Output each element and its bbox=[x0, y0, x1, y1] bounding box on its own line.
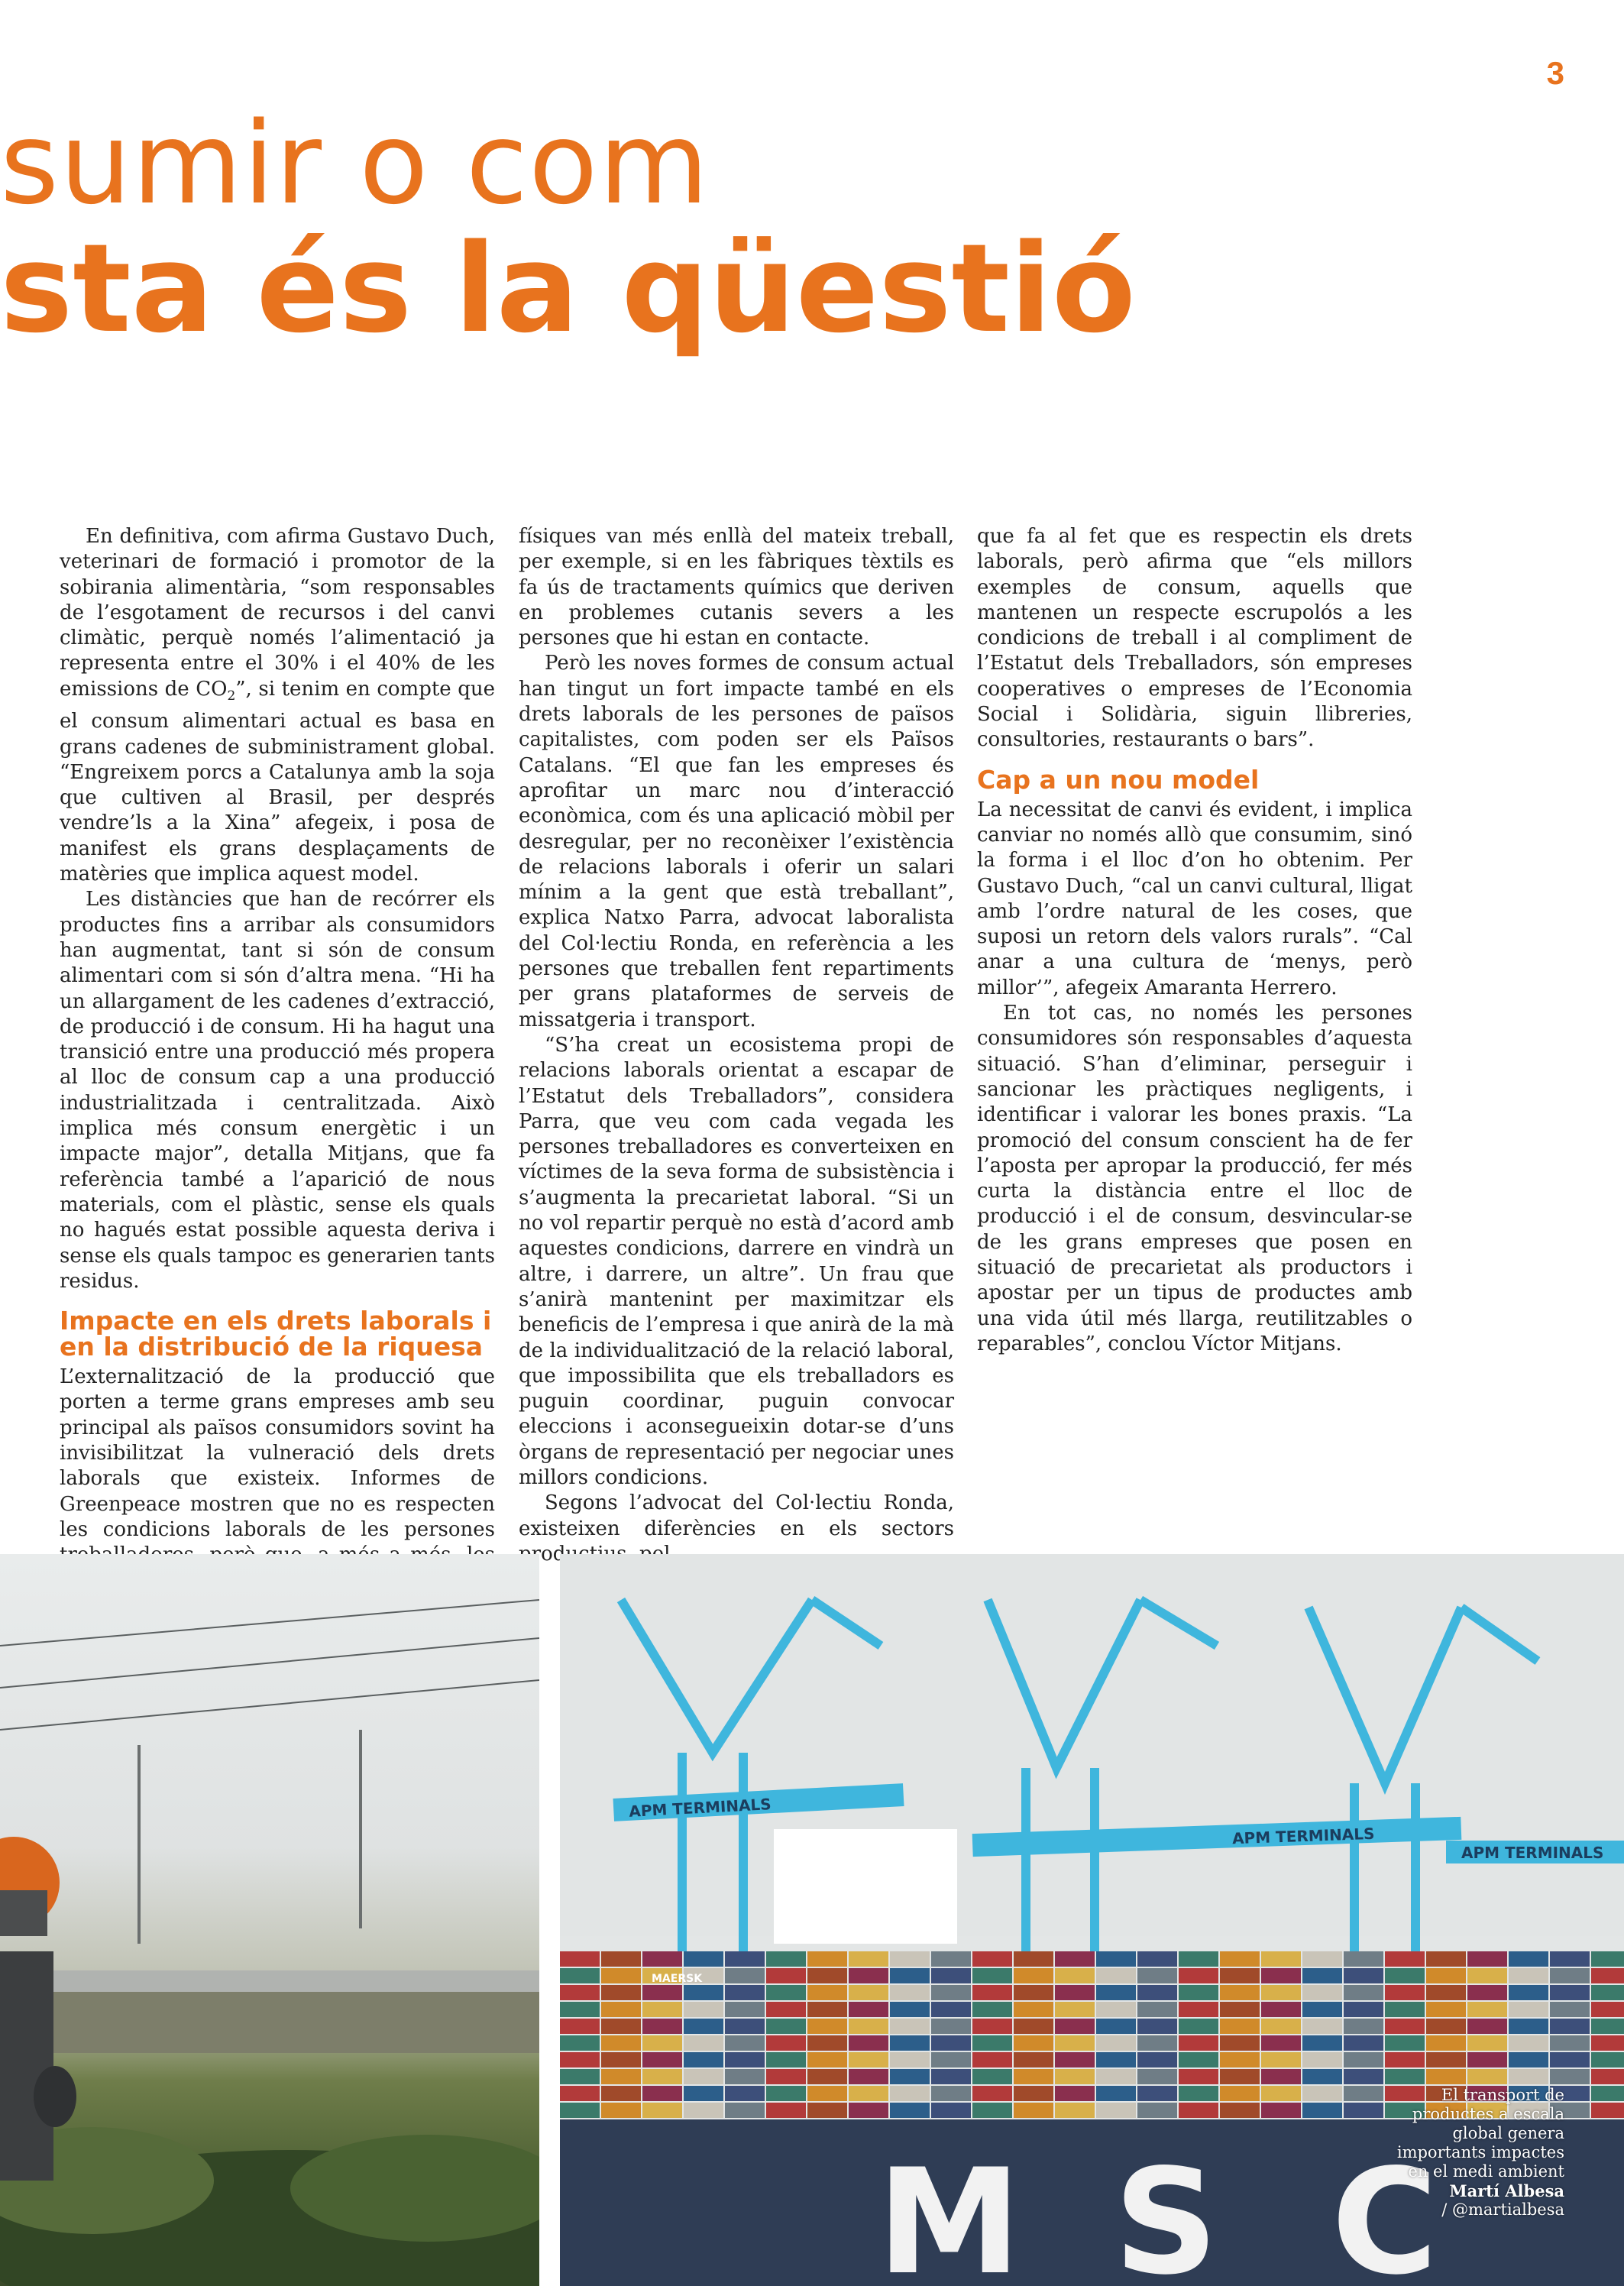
shipping-container bbox=[1261, 2002, 1301, 2017]
farmer-field-illustration bbox=[0, 1554, 539, 2286]
shipping-container bbox=[766, 2035, 806, 2051]
shipping-container bbox=[560, 1951, 600, 1967]
shipping-container bbox=[1137, 2035, 1177, 2051]
shipping-container bbox=[849, 2103, 888, 2118]
subscript: 2 bbox=[227, 688, 236, 704]
shipping-container bbox=[1179, 2019, 1218, 2034]
shipping-container bbox=[725, 1985, 765, 2000]
shipping-container bbox=[766, 2086, 806, 2101]
shipping-container bbox=[1261, 2069, 1301, 2084]
paragraph-text: ”, si tenim en compte que el consum alimentari actual es basa en grans cadenes de subministrament global. “Engreixem porcs a Catalunya amb la soja que cultiven al Brasil, per després vendre’ls a la Xina” afegeix, i posa de manifest els grans desplaçaments de matèries que implica aquest model. bbox=[60, 677, 496, 886]
paragraph: físiques van més enllà del mateix treball, per exemple, si en les fàbriques tèxtils es fa ús de tractaments químics que deriven en problemes cutanis severs a les persones que hi estan en contacte. bbox=[519, 525, 954, 650]
shipping-container bbox=[1055, 2002, 1095, 2017]
shipping-container bbox=[1509, 2052, 1548, 2067]
shipping-container bbox=[1055, 1968, 1095, 1983]
shipping-container bbox=[1014, 2103, 1053, 2118]
shipping-container bbox=[972, 2069, 1012, 2084]
shipping-container bbox=[1385, 2019, 1425, 2034]
shipping-container bbox=[1014, 1951, 1053, 1967]
shipping-container bbox=[601, 1968, 641, 1983]
shipping-container bbox=[1096, 2103, 1136, 2118]
shipping-container bbox=[807, 2052, 847, 2067]
shipping-container bbox=[560, 2019, 600, 2034]
shipping-container bbox=[1302, 2052, 1342, 2067]
shipping-container bbox=[684, 1985, 723, 2000]
shipping-container bbox=[1426, 2019, 1466, 2034]
shipping-container bbox=[807, 2035, 847, 2051]
shipping-container bbox=[1550, 2035, 1590, 2051]
shipping-container bbox=[1550, 2002, 1590, 2017]
shipping-container bbox=[1179, 2052, 1218, 2067]
article-column-1 bbox=[60, 524, 495, 1594]
shipping-container bbox=[1096, 1985, 1136, 2000]
caption-line: El transport de bbox=[1441, 2086, 1564, 2104]
shipping-container bbox=[1137, 1985, 1177, 2000]
shipping-container bbox=[766, 2103, 806, 2118]
shipping-container bbox=[560, 2035, 600, 2051]
shipping-container bbox=[1014, 2019, 1053, 2034]
shipping-container bbox=[1426, 2035, 1466, 2051]
shipping-container bbox=[807, 1951, 847, 1967]
shipping-container bbox=[642, 1951, 682, 1967]
shipping-container bbox=[1220, 2103, 1260, 2118]
shipping-container bbox=[1055, 2052, 1095, 2067]
photo-credit: Martí Albesa bbox=[1449, 2181, 1564, 2200]
shipping-container bbox=[1509, 2035, 1548, 2051]
shipping-container bbox=[1096, 2052, 1136, 2067]
shipping-container bbox=[1467, 2019, 1507, 2034]
shipping-container bbox=[601, 2069, 641, 2084]
shipping-container bbox=[1261, 2035, 1301, 2051]
shipping-container bbox=[1509, 1985, 1548, 2000]
shipping-container bbox=[1550, 2069, 1590, 2084]
shipping-container bbox=[1261, 2086, 1301, 2101]
shipping-container bbox=[725, 2069, 765, 2084]
page-number: 3 bbox=[1546, 55, 1564, 91]
shipping-container bbox=[1220, 1985, 1260, 2000]
shipping-container bbox=[1426, 1968, 1466, 1983]
shipping-container bbox=[642, 2103, 682, 2118]
shipping-container bbox=[849, 2019, 888, 2034]
shipping-container bbox=[1179, 2086, 1218, 2101]
shipping-container bbox=[1055, 2103, 1095, 2118]
article-column-3 bbox=[977, 524, 1412, 1357]
paragraph: Les distàncies que han de recórrer els productes fins a arribar als consumidors han augmentat, tant si són de consum alimentari com si són d’altra mena. “Hi ha un allargament de les cadenes d’extracció, de producció i de consum. Hi ha hagut una transició entre una producció més propera al lloc de consum cap a una producció industrialitzada i centralitzada. Això implica més consum energètic i un impacte major”, detalla Mitjans, que fa referència també a l’aparició de nous materials, com el plàstic, sense els quals no hagués estat possible aquesta deriva i sense els quals tampoc es generarien tants residus. bbox=[60, 888, 495, 1293]
shipping-container bbox=[1096, 2035, 1136, 2051]
shipping-container bbox=[972, 2103, 1012, 2118]
shipping-container bbox=[931, 2002, 971, 2017]
shipping-container bbox=[1220, 2002, 1260, 2017]
shipping-container bbox=[890, 1985, 930, 2000]
shipping-container bbox=[1096, 1968, 1136, 1983]
shipping-container bbox=[849, 2035, 888, 2051]
shipping-container bbox=[560, 1968, 600, 1983]
shipping-container bbox=[725, 2086, 765, 2101]
section-heading: Impacte en els drets laborals i en la distribució de la riquesa bbox=[60, 1306, 492, 1362]
shipping-container bbox=[890, 1951, 930, 1967]
caption-line: en el medi ambient bbox=[1408, 2162, 1564, 2181]
shipping-container bbox=[1137, 2019, 1177, 2034]
shipping-container bbox=[931, 2086, 971, 2101]
shipping-container bbox=[972, 1968, 1012, 1983]
shipping-container bbox=[1055, 1985, 1095, 2000]
shipping-container bbox=[1220, 2086, 1260, 2101]
shipping-container bbox=[766, 1985, 806, 2000]
crane-label: APM TERMINALS bbox=[1461, 1844, 1604, 1862]
shipping-container bbox=[1344, 2086, 1383, 2101]
shipping-container bbox=[1591, 1968, 1624, 1983]
shipping-container bbox=[1096, 2019, 1136, 2034]
shipping-container bbox=[1179, 1968, 1218, 1983]
shipping-container bbox=[684, 2052, 723, 2067]
shipping-container bbox=[849, 2086, 888, 2101]
shipping-container bbox=[972, 2035, 1012, 2051]
shipping-container bbox=[931, 2019, 971, 2034]
shipping-container bbox=[725, 2002, 765, 2017]
shipping-container bbox=[972, 2002, 1012, 2017]
shipping-container bbox=[1014, 2052, 1053, 2067]
shipping-container bbox=[725, 1968, 765, 1983]
shipping-container bbox=[1220, 2019, 1260, 2034]
shipping-container bbox=[1591, 2019, 1624, 2034]
shipping-container bbox=[1426, 1951, 1466, 1967]
paragraph: que fa al fet que es respectin els drets laborals, però afirma que “els millors exemples de consum, aquells que mantenen un respecte escrupolós a les condicions de treball i al compliment de l’Estatut dels Treballadors, són empreses cooperatives o empreses de l’Economia Social i Solidària, siguin llibreries, consultories, restaurants o bars”. bbox=[977, 525, 1412, 752]
shipping-container bbox=[1179, 2103, 1218, 2118]
shipping-container bbox=[1137, 1968, 1177, 1983]
shipping-container bbox=[725, 1951, 765, 1967]
shipping-container bbox=[766, 2002, 806, 2017]
shipping-container bbox=[1426, 2002, 1466, 2017]
shipping-container bbox=[1014, 1985, 1053, 2000]
shipping-container bbox=[725, 2052, 765, 2067]
paragraph bbox=[60, 524, 495, 887]
shipping-container bbox=[890, 2086, 930, 2101]
shipping-container bbox=[1385, 2069, 1425, 2084]
hull-letter: M bbox=[877, 2138, 1022, 2286]
shipping-container bbox=[849, 2002, 888, 2017]
article-column-2 bbox=[519, 524, 954, 1567]
shipping-container bbox=[807, 2103, 847, 2118]
paragraph: L’externalització de la producció que porten a terme grans empreses amb seu principal als països consumidors sovint ha invisibilitzat la vulneració dels drets laborals que existeix. Informes de Greenpeace mostren que no es respecten les condicions laborals de les persones bbox=[60, 1365, 495, 1541]
shipping-container bbox=[1385, 2035, 1425, 2051]
shipping-container bbox=[931, 2069, 971, 2084]
shipping-container bbox=[725, 2103, 765, 2118]
shipping-container bbox=[972, 2052, 1012, 2067]
caption-line: productes a escala bbox=[1412, 2105, 1564, 2123]
shipping-container bbox=[1591, 2052, 1624, 2067]
shipping-container bbox=[1344, 2103, 1383, 2118]
shipping-container bbox=[1220, 1951, 1260, 1967]
shipping-container bbox=[1179, 1985, 1218, 2000]
shipping-container bbox=[601, 1985, 641, 2000]
shipping-container bbox=[1467, 2052, 1507, 2067]
shipping-container bbox=[601, 2019, 641, 2034]
shipping-container bbox=[725, 2035, 765, 2051]
shipping-container bbox=[1509, 2069, 1548, 2084]
headline-line-1: sumir o com bbox=[0, 98, 710, 229]
shipping-container bbox=[1302, 2019, 1342, 2034]
shipping-container bbox=[1467, 1985, 1507, 2000]
shipping-container bbox=[560, 2052, 600, 2067]
shipping-container bbox=[1344, 1951, 1383, 1967]
shipping-container bbox=[1385, 1968, 1425, 1983]
shipping-container bbox=[1591, 2086, 1624, 2101]
shipping-container bbox=[1344, 1968, 1383, 1983]
shipping-container bbox=[560, 2069, 600, 2084]
paragraph-text: En definitiva, com afirma Gustavo Duch, veterinari de formació i promotor de la sobirania alimentària, “som responsables de l’esgotament de recursos i del canvi climàtic, perquè només l’alimentació ja representa entre el 30% i el 40% de les emissions de CO bbox=[60, 525, 495, 701]
shipping-container bbox=[560, 2103, 600, 2118]
shipping-container bbox=[1591, 2069, 1624, 2084]
shipping-container bbox=[890, 2052, 930, 2067]
shipping-container bbox=[560, 2086, 600, 2101]
hull-letter: C bbox=[1331, 2138, 1438, 2286]
shipping-container bbox=[1591, 1951, 1624, 1967]
shipping-container bbox=[1261, 2019, 1301, 2034]
shipping-container bbox=[1344, 1985, 1383, 2000]
paragraph: Segons l’advocat del Col·lectiu Ronda, existeixen diferències en els sectors bbox=[519, 1491, 954, 1540]
shipping-container bbox=[1467, 2035, 1507, 2051]
shipping-container bbox=[684, 2019, 723, 2034]
shipping-container bbox=[1344, 2002, 1383, 2017]
shipping-container bbox=[931, 2035, 971, 2051]
shipping-container bbox=[1179, 2002, 1218, 2017]
shipping-container bbox=[1344, 2035, 1383, 2051]
shipping-container bbox=[1302, 1951, 1342, 1967]
shipping-container bbox=[766, 2052, 806, 2067]
shipping-container bbox=[849, 1985, 888, 2000]
shipping-container bbox=[1467, 2069, 1507, 2084]
shipping-container bbox=[890, 2002, 930, 2017]
shipping-container bbox=[1385, 1985, 1425, 2000]
shipping-container bbox=[1591, 2035, 1624, 2051]
crane-label: APM TERMINALS bbox=[1231, 1824, 1375, 1848]
shipping-container bbox=[1137, 2103, 1177, 2118]
shipping-container bbox=[601, 2103, 641, 2118]
shipping-container bbox=[1550, 2019, 1590, 2034]
shipping-container bbox=[931, 1968, 971, 1983]
paragraph: Però les noves formes de consum actual han tingut un fort impacte també en els drets laborals de les persones de països capitalistes, com poden ser els Països Catalans. “El que fan les empreses és aprofitar un marc nou d’interacció econòmica, com és una aplicació mòbil per desregular, per no reconèixer l’existència de relacions laborals i oferir un salari mínim a la gent que està treballant”, explica Natxo Parra, advocat laboralista del Col·lectiu Ronda, en referència a les persones que treballen fent repartiments per grans plataformes de serveis de missatgeria i transport. bbox=[519, 652, 954, 1031]
shipping-container bbox=[807, 1968, 847, 1983]
shipping-container bbox=[890, 2069, 930, 2084]
paragraph: En tot cas, no només les persones consumidores són responsables d’aquesta situació. S’han d’eliminar, perseguir i sancionar les pràctiques negligents, i identificar i valorar les bones praxis. “La promoció del consum conscient ha de fer l’aposta per apropar la producció, fer més curta la distància entre el lloc de producció i el de consum, desvincular-se de les grans empreses que posen en situació de precarietat als productors i apostar per un tipus de productes amb una vida útil més llarga, reutilitzables o reparables”, conclou Víctor Mitjans. bbox=[977, 1002, 1412, 1355]
shipping-container bbox=[1261, 1985, 1301, 2000]
shipping-container bbox=[1179, 2069, 1218, 2084]
shipping-container bbox=[1014, 2086, 1053, 2101]
shipping-container bbox=[642, 1985, 682, 2000]
shipping-container bbox=[849, 1951, 888, 1967]
shipping-container bbox=[1550, 1985, 1590, 2000]
shipping-container bbox=[807, 2086, 847, 2101]
shipping-container bbox=[642, 2002, 682, 2017]
shipping-container bbox=[931, 2103, 971, 2118]
shipping-container bbox=[1385, 2052, 1425, 2067]
shipping-container bbox=[560, 2002, 600, 2017]
shipping-container bbox=[766, 2019, 806, 2034]
shipping-container bbox=[601, 1951, 641, 1967]
shipping-container bbox=[1591, 1985, 1624, 2000]
shipping-container bbox=[601, 2086, 641, 2101]
shipping-container bbox=[601, 2052, 641, 2067]
shipping-container bbox=[642, 2086, 682, 2101]
shipping-container bbox=[972, 2019, 1012, 2034]
shipping-container bbox=[1137, 2069, 1177, 2084]
shipping-container bbox=[684, 2035, 723, 2051]
shipping-container bbox=[1302, 2069, 1342, 2084]
shipping-container bbox=[601, 2035, 641, 2051]
shipping-container bbox=[807, 2069, 847, 2084]
photo-credit-handle: / @martialbesa bbox=[1441, 2200, 1564, 2219]
shipping-container bbox=[684, 2103, 723, 2118]
shipping-container bbox=[1302, 2035, 1342, 2051]
shipping-container bbox=[1344, 2069, 1383, 2084]
shipping-container bbox=[1302, 2086, 1342, 2101]
shipping-container bbox=[1014, 2002, 1053, 2017]
shipping-container bbox=[725, 2019, 765, 2034]
shipping-container bbox=[684, 2086, 723, 2101]
shipping-container bbox=[1220, 2052, 1260, 2067]
shipping-container bbox=[1096, 2069, 1136, 2084]
shipping-container bbox=[1179, 1951, 1218, 1967]
shipping-container bbox=[1261, 2052, 1301, 2067]
shipping-container bbox=[1220, 2035, 1260, 2051]
shipping-container bbox=[1014, 2035, 1053, 2051]
shipping-container bbox=[1550, 2052, 1590, 2067]
shipping-container bbox=[890, 2019, 930, 2034]
shipping-container bbox=[1179, 2035, 1218, 2051]
headline-line-2: sta és la qüestió bbox=[0, 217, 1136, 360]
shipping-container bbox=[890, 1968, 930, 1983]
shipping-container bbox=[1096, 2002, 1136, 2017]
shipping-container bbox=[1055, 2069, 1095, 2084]
shipping-container bbox=[1467, 1968, 1507, 1983]
shipping-container bbox=[1137, 1951, 1177, 1967]
shipping-container bbox=[1426, 2052, 1466, 2067]
shipping-container bbox=[1261, 2103, 1301, 2118]
shipping-container bbox=[684, 2069, 723, 2084]
shipping-container bbox=[1385, 1951, 1425, 1967]
container-brand-label: MAERSK bbox=[652, 1973, 703, 1985]
shipping-container bbox=[1137, 2052, 1177, 2067]
shipping-container bbox=[1302, 1968, 1342, 1983]
shipping-container bbox=[849, 2052, 888, 2067]
shipping-container bbox=[1096, 1951, 1136, 1967]
shipping-container bbox=[642, 2052, 682, 2067]
shipping-container bbox=[560, 1985, 600, 2000]
shipping-container bbox=[1302, 2103, 1342, 2118]
shipping-container bbox=[1344, 2019, 1383, 2034]
shipping-container bbox=[931, 1985, 971, 2000]
shipping-container bbox=[849, 1968, 888, 1983]
shipping-container bbox=[1014, 1968, 1053, 1983]
shipping-container bbox=[931, 1951, 971, 1967]
shipping-container bbox=[1509, 2019, 1548, 2034]
shipping-container bbox=[1055, 2086, 1095, 2101]
shipping-container bbox=[1509, 1951, 1548, 1967]
shipping-container bbox=[642, 2069, 682, 2084]
shipping-container bbox=[684, 2002, 723, 2017]
shipping-container bbox=[601, 2002, 641, 2017]
shipping-container bbox=[1261, 1968, 1301, 1983]
shipping-container bbox=[1302, 2002, 1342, 2017]
shipping-container bbox=[1550, 1951, 1590, 1967]
caption-line: importants impactes bbox=[1396, 2143, 1564, 2161]
shipping-container bbox=[807, 1985, 847, 2000]
shipping-container bbox=[849, 2069, 888, 2084]
shipping-container bbox=[1385, 2002, 1425, 2017]
shipping-container bbox=[684, 1951, 723, 1967]
shipping-container bbox=[1055, 2035, 1095, 2051]
shipping-container bbox=[1591, 2103, 1624, 2118]
shipping-container bbox=[1220, 1968, 1260, 1983]
shipping-container bbox=[1137, 2002, 1177, 2017]
shipping-container bbox=[1509, 2002, 1548, 2017]
shipping-container bbox=[1591, 2002, 1624, 2017]
shipping-container bbox=[972, 1985, 1012, 2000]
caption-line: global genera bbox=[1452, 2124, 1564, 2142]
paragraph: La necessitat de canvi és evident, i implica canviar no només allò que consumim, sinó la forma i el lloc d’on ho obtenim. Per Gustavo Duch, “cal un canvi cultural, lligat amb l’ordre natural de les coses, que suposi un retorn dels valors rurals”. “Cal anar a una cultura de ‘menys, però millor’”, afegeix Amaranta Herrero. bbox=[977, 798, 1412, 999]
shipping-container bbox=[1467, 2002, 1507, 2017]
shipping-container bbox=[1055, 1951, 1095, 1967]
shipping-container bbox=[1261, 1951, 1301, 1967]
shipping-container bbox=[642, 2035, 682, 2051]
shipping-container bbox=[1467, 1951, 1507, 1967]
shipping-container bbox=[642, 2019, 682, 2034]
shipping-container bbox=[1014, 2069, 1053, 2084]
shipping-container bbox=[807, 2002, 847, 2017]
shipping-container bbox=[1550, 1968, 1590, 1983]
crane-label: APM TERMINALS bbox=[628, 1795, 772, 1821]
shipping-container bbox=[890, 2035, 930, 2051]
shipping-container bbox=[766, 1951, 806, 1967]
shipping-container bbox=[1509, 1968, 1548, 1983]
shipping-container bbox=[972, 2086, 1012, 2101]
shipping-container bbox=[1096, 2086, 1136, 2101]
shipping-container bbox=[766, 1968, 806, 1983]
shipping-container bbox=[1302, 1985, 1342, 2000]
shipping-container bbox=[1344, 2052, 1383, 2067]
shipping-container bbox=[1220, 2069, 1260, 2084]
shipping-container bbox=[1137, 2086, 1177, 2101]
section-heading: Cap a un nou model bbox=[977, 764, 1260, 795]
hull-letter: S bbox=[1114, 2138, 1218, 2286]
shipping-container bbox=[1055, 2019, 1095, 2034]
shipping-container bbox=[1426, 1985, 1466, 2000]
shipping-container bbox=[807, 2019, 847, 2034]
shipping-container bbox=[1426, 2069, 1466, 2084]
shipping-container bbox=[890, 2103, 930, 2118]
photo-caption bbox=[1381, 2086, 1564, 2220]
photo-farmer-field bbox=[0, 1554, 539, 2286]
shipping-container bbox=[931, 2052, 971, 2067]
shipping-container bbox=[766, 2069, 806, 2084]
shipping-container bbox=[972, 1951, 1012, 1967]
paragraph: “S’ha creat un ecosistema propi de relacions laborals orientat a escapar de l’Estatut dels Treballadors”, considera Parra, que veu com cada vegada les persones treballadores es converteixen en víctimes de la seva forma de subsistència i s’augmenta la precarietat laboral. “Si un no vol repartir perquè no està d’acord amb aquestes condicions, darrere en vindrà un altre, i darrere, un altre”. Un frau que s’anirà mantenint per maximitzar els beneficis de l’empresa i que anirà de la mà de la individualització de la relació laboral, que impossibilita que els treballadors es puguin coordinar, puguin convocar eleccions i aconsegueixin dotar-se d’uns òrgans de representació per negociar unes millors condicions. bbox=[519, 1033, 954, 1489]
